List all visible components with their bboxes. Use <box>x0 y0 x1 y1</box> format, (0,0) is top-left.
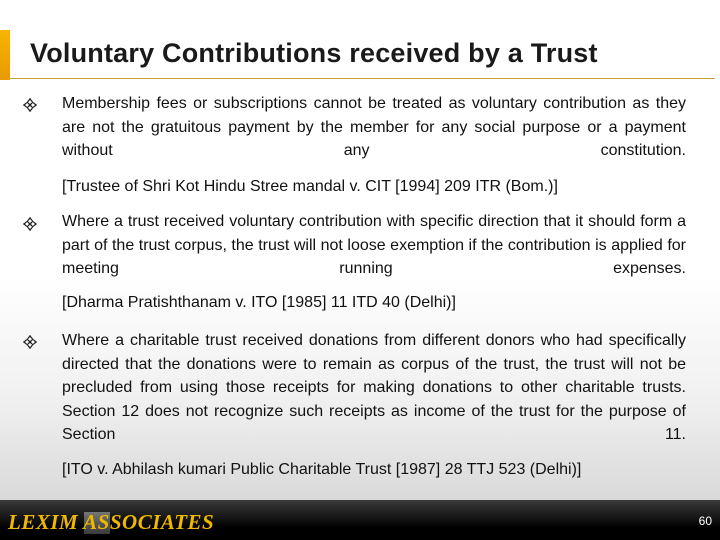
citation: [Trustee of Shri Kot Hindu Stree mandal v. CIT [1994] 209 ITR (Bom.)] <box>62 178 558 195</box>
diamond-bullet-icon <box>22 216 38 232</box>
citation: [Dharma Pratishthanam v. ITO [1985] 11 ITD 40 (Delhi)] <box>62 294 456 311</box>
bullet-text: Membership fees or subscriptions cannot be treated as voluntary contribution as they are not the gratuitous payment by the member for any social purpose or a payment without any constitution. <box>62 95 686 159</box>
bullet-text: Where a charitable trust received donations from different donors who had specifically directed that the donations were to remain as corpus of the trust, the trust will not be precluded from using those receipts for making donations to other charitable trusts. Section 12 does not recognize such receipts as income of the trust for the purpose of Section 11. <box>62 332 686 443</box>
page-number: 60 <box>698 514 712 528</box>
diamond-bullet-icon <box>22 334 38 350</box>
title-divider <box>10 78 715 79</box>
citation: [ITO v. Abhilash kumari Public Charitable Trust [1987] 28 TTJ 523 (Delhi)] <box>62 461 582 478</box>
bullet-text: Where a trust received voluntary contribution with specific direction that it should form a part of the trust corpus, the trust will not loose exemption if the contribution is applied for meeting running expenses. <box>62 213 686 277</box>
page-title: Voluntary Contributions received by a Trust <box>30 38 598 68</box>
company-logo: LEXIM ASSOCIATES <box>8 510 215 534</box>
diamond-bullet-icon <box>22 97 38 113</box>
title-accent-bar <box>0 30 10 80</box>
